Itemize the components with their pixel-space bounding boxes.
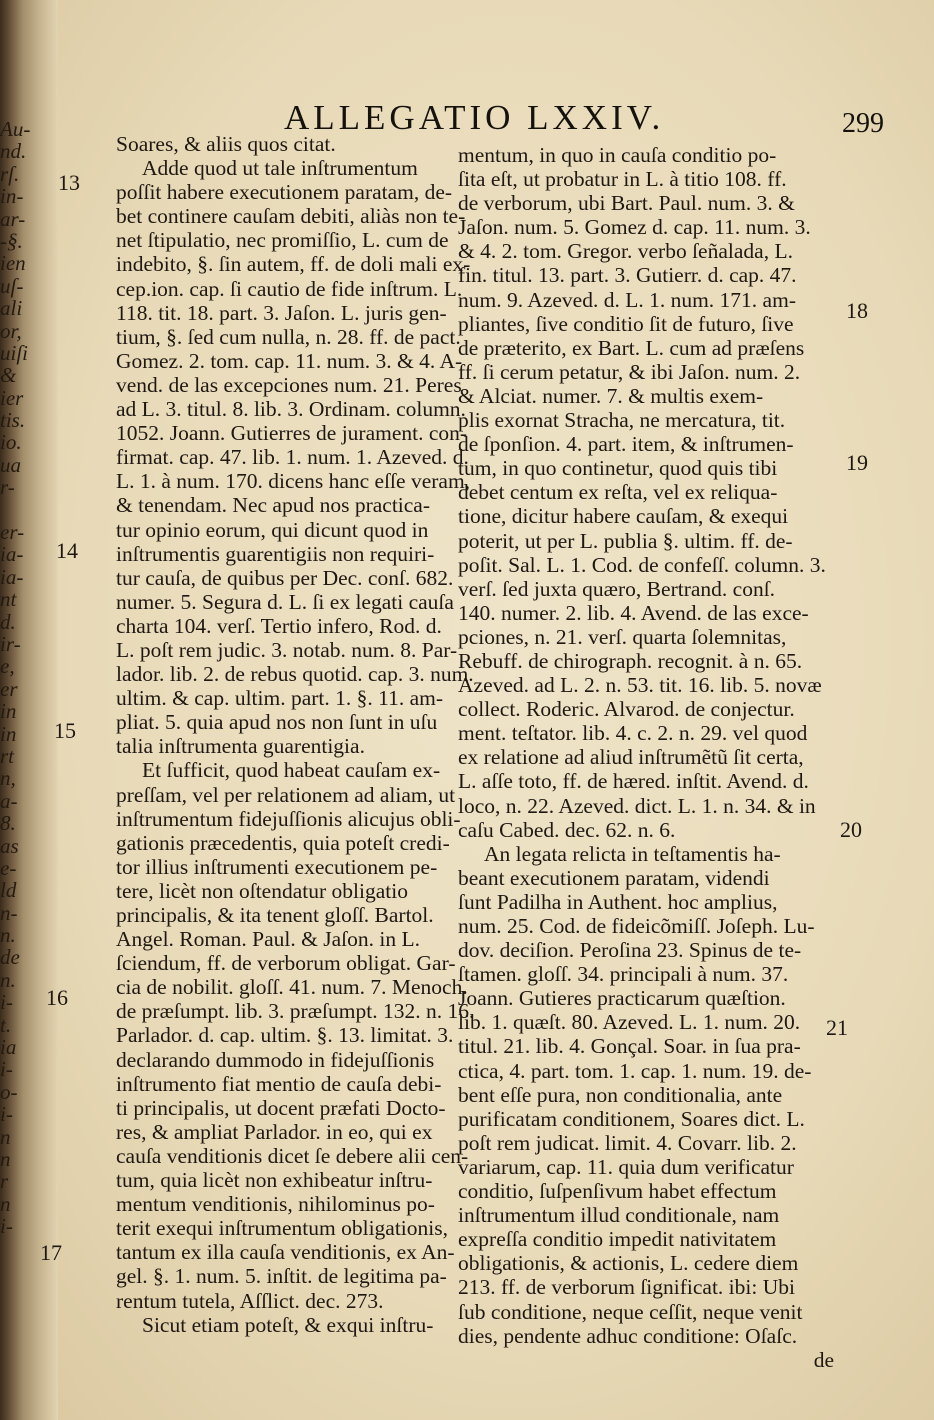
previous-page-fragment: i- bbox=[0, 1057, 13, 1082]
previous-page-fragment: rt bbox=[0, 743, 15, 768]
previous-page-fragment: i- bbox=[0, 990, 13, 1015]
right-column-line: conditio, ſuſpenſivum habet effectum bbox=[458, 1179, 777, 1204]
previous-page-fragment: nt bbox=[0, 587, 17, 612]
right-column-line: tum, in quo continetur, quod quis tibi bbox=[458, 456, 778, 481]
previous-page-fragment: 8. bbox=[0, 811, 16, 836]
previous-page-fragment: ien bbox=[0, 251, 26, 276]
right-column-line: ment. teſtator. lib. 4. c. 2. n. 29. vel quod bbox=[458, 721, 808, 746]
left-column-line: inſtrumento fiat mentio de cauſa debi- bbox=[116, 1071, 442, 1096]
left-column-line: Adde quod ut tale inſtrumentum bbox=[142, 156, 418, 181]
left-column-line: tere, licèt non oſtendatur obligatio bbox=[116, 878, 408, 903]
right-column-line: num. 25. Cod. de fideicõmiſſ. Joſeph. Lu- bbox=[458, 914, 815, 938]
left-column-line: tium, §. ſed cum nulla, n. 28. ff. de pact. bbox=[116, 324, 461, 349]
margin-number-13: 13 bbox=[58, 170, 80, 195]
left-column-line: charta 104. verſ. Tertio infero, Rod. d. bbox=[116, 613, 442, 638]
left-column-line: bet continere cauſam debiti, aliàs non te- bbox=[116, 204, 466, 229]
previous-page-fragment: er bbox=[0, 676, 18, 701]
previous-page-fragment: in- bbox=[0, 184, 24, 209]
previous-page-fragment: r- bbox=[0, 475, 15, 500]
previous-page-fragment: in bbox=[0, 699, 17, 724]
right-column-line: purificatam conditionem, Soares dict. L. bbox=[458, 1106, 805, 1131]
left-column-line: net ſtipulatio, nec promiſſio, L. cum de bbox=[116, 228, 449, 253]
previous-page-fragment: & bbox=[0, 363, 17, 388]
right-column-line: ſtamen. gloſſ. 34. principali à num. 37. bbox=[458, 962, 789, 987]
left-text-column bbox=[116, 132, 475, 1337]
left-column-line: ti principalis, ut docent præfati Docto- bbox=[116, 1095, 446, 1120]
previous-page-fragment: nd. bbox=[0, 139, 27, 164]
left-column-line: 118. tit. 18. part. 3. Jaſon. L. juris gen- bbox=[116, 300, 447, 325]
right-column-line: obligationis, & actionis, L. cedere diem bbox=[458, 1251, 799, 1276]
left-column-line: ſciendum, ff. de verborum obligat. Gar- bbox=[116, 951, 456, 976]
left-column-line: ad L. 3. titul. 8. lib. 3. Ordinam. column. bbox=[116, 397, 466, 422]
margin-number-15: 15 bbox=[54, 718, 76, 743]
left-column-line: firmat. cap. 47. lib. 1. num. 1. Azeved. d. bbox=[116, 445, 469, 470]
left-column-line: Sicut etiam poteſt, & exqui inſtru- bbox=[142, 1312, 434, 1337]
margin-number-21: 21 bbox=[826, 1015, 848, 1040]
previous-page-fragment: e, bbox=[0, 654, 15, 679]
left-column-line: cep.ion. cap. ſi cautio de fide inſtrum. L. bbox=[116, 276, 463, 301]
previous-page-fragment: ld bbox=[0, 878, 17, 903]
previous-page-fragment: d. bbox=[0, 609, 16, 634]
previous-page-fragment: ir- bbox=[0, 631, 21, 656]
left-column-line: L. poſt rem judic. 3. notab. num. 8. Par- bbox=[116, 637, 458, 662]
right-column-line: pliantes, ſive conditio ſit de futuro, ſive bbox=[458, 311, 794, 336]
left-column-line: talia inſtrumenta guarentigia. bbox=[116, 734, 365, 759]
right-column-line: variarum, cap. 11. quia dum verificatur bbox=[458, 1154, 794, 1179]
right-column-line: ſunt Padilha in Authent. hoc amplius, bbox=[458, 889, 778, 914]
previous-page-fragment: ia- bbox=[0, 542, 24, 567]
previous-page-fragment: n, bbox=[0, 766, 16, 791]
previous-page-fragment: Au- bbox=[0, 118, 31, 141]
left-column-line: principalis, & ita tenent gloſſ. Bartol. bbox=[116, 903, 434, 927]
right-column-line: caſu Cabed. dec. 62. n. 6. bbox=[458, 817, 676, 842]
left-column-line: numer. 5. Segura d. L. ſi ex legati cauſa bbox=[116, 589, 454, 614]
margin-number-20: 20 bbox=[840, 817, 862, 842]
previous-page-fragment: in bbox=[0, 721, 17, 746]
left-column-line: poſſit habere executionem paratam, de- bbox=[116, 180, 453, 205]
right-column-line: verſ. ſed juxta quæro, Bertrand. conſ. bbox=[458, 576, 776, 601]
previous-page-fragment: ia bbox=[0, 1035, 17, 1060]
right-column-line: ſub conditione, neque ceſſit, neque venit bbox=[458, 1299, 803, 1324]
previous-page-fragment: uſ- bbox=[0, 273, 24, 298]
right-column-line: dov. deciſion. Peroſina 23. Spinus de te- bbox=[458, 938, 802, 963]
right-column-line: de bbox=[813, 1347, 834, 1372]
previous-page-fragment: n bbox=[0, 1146, 11, 1171]
previous-page-fragment: as bbox=[0, 833, 19, 858]
previous-page-fragment: tis. bbox=[0, 408, 26, 433]
left-column-line: rentum tutela, Aſſlict. dec. 273. bbox=[116, 1288, 384, 1313]
previous-page-fragment: n. bbox=[0, 923, 16, 948]
left-column-line: cauſa venditionis dicet ſe debere alii cen- bbox=[116, 1143, 469, 1168]
margin-number-18: 18 bbox=[846, 298, 868, 323]
right-column-line: ff. ſi cerum petatur, & ibi Jaſon. num. 2. bbox=[458, 359, 801, 384]
right-column-line: de ſponſion. 4. part. item, & inſtrumen- bbox=[458, 432, 794, 457]
right-column-line: poſt rem judicat. limit. 4. Covarr. lib. 2. bbox=[458, 1130, 797, 1155]
left-column-line: res, & ampliat Parlador. in eo, qui ex bbox=[116, 1119, 433, 1144]
margin-number-16: 16 bbox=[46, 985, 68, 1010]
right-column-line: plis exornat Stracha, ne mercatura, tit. bbox=[458, 408, 786, 433]
previous-page-fragment: or, bbox=[0, 318, 22, 343]
right-column-line: Azeved. ad L. 2. n. 53. tit. 16. lib. 5. novæ bbox=[458, 673, 822, 698]
previous-page-fragment: ia- bbox=[0, 564, 24, 589]
previous-page-fragment: ar- bbox=[0, 206, 26, 231]
right-column-line: titul. 21. lib. 4. Gonçal. Soar. in ſua pra- bbox=[458, 1034, 801, 1059]
margin-number-17: 17 bbox=[40, 1240, 62, 1265]
right-column-line: pciones, n. 21. verſ. quarta ſolemnitas, bbox=[458, 624, 787, 649]
left-column-line: pliat. 5. quia apud nos non ſunt in uſu bbox=[116, 710, 438, 735]
left-column-line: Gomez. 2. tom. cap. 11. num. 3. & 4. A- bbox=[116, 348, 463, 373]
right-column-line: 140. numer. 2. lib. 4. Avend. de las exce- bbox=[458, 600, 809, 625]
left-column-line: Soares, & aliis quos citat. bbox=[116, 132, 336, 156]
previous-page-fragment: ier bbox=[0, 385, 24, 410]
right-column-line: Rebuff. de chirograph. recognit. à n. 65. bbox=[458, 648, 803, 673]
right-column-line: & Alciat. numer. 7. & multis exem- bbox=[458, 383, 764, 408]
left-column-line: vend. de las excepciones num. 21. Peres bbox=[116, 372, 462, 397]
left-column-line: tantum ex illa cauſa venditionis, ex An- bbox=[116, 1240, 455, 1265]
previous-page-fragment: t. bbox=[0, 1012, 12, 1037]
left-column-line: & tenendam. Nec apud nos practica- bbox=[116, 493, 431, 518]
previous-page-fragment: rſ. bbox=[0, 161, 20, 186]
previous-page-fragment: a- bbox=[0, 788, 18, 813]
right-column-line: poterit, ut per L. publia §. ultim. ff. de- bbox=[458, 528, 793, 553]
right-column-line: dies, pendente adhuc conditione: Oſaſc. bbox=[458, 1323, 798, 1348]
right-column-line: bent eſſe pura, non conditionalia, ante bbox=[458, 1082, 783, 1107]
previous-page-fragment: n- bbox=[0, 900, 18, 925]
right-column-line: ex relatione ad aliud inſtrumẽtũ ſit certa, bbox=[458, 745, 804, 770]
left-column-line: declarando dummodo in fidejuſſionis bbox=[116, 1047, 435, 1072]
previous-page-fragment: n bbox=[0, 1191, 11, 1216]
right-column-line: Joann. Gutieres practicarum quæſtion. bbox=[458, 986, 786, 1011]
left-column-line: mentum venditionis, nihilominus po- bbox=[116, 1192, 435, 1217]
previous-page-fragment: -§. bbox=[0, 228, 23, 253]
right-column-line: & 4. 2. tom. Gregor. verbo ſeñalada, L. bbox=[458, 239, 793, 264]
previous-page-edge-text bbox=[0, 118, 44, 1318]
right-column-line: Jaſon. num. 5. Gomez d. cap. 11. num. 3. bbox=[458, 215, 811, 240]
previous-page-fragment: e- bbox=[0, 855, 17, 880]
left-column-line: inſtrumentis guarentigiis non requiri- bbox=[116, 541, 435, 566]
left-column-line: tur opinio eorum, qui dicunt quod in bbox=[116, 517, 429, 542]
right-column-line: beant executionem paratam, videndi bbox=[458, 865, 770, 890]
right-column-line: loco, n. 22. Azeved. dict. L. 1. n. 34. & in bbox=[458, 793, 816, 818]
right-column-line: collect. Roderic. Alvarod. de conjectur. bbox=[458, 697, 795, 722]
previous-page-fragment: uiſi bbox=[0, 340, 29, 365]
previous-page-fragment: n. bbox=[0, 967, 16, 992]
page-number: 299 bbox=[842, 108, 884, 139]
right-text-column bbox=[458, 143, 834, 1372]
left-column-line: Parlador. d. cap. ultim. §. 13. limitat. 3. bbox=[116, 1023, 454, 1048]
left-column-line: 1052. Joann. Gutierres de jurament. con- bbox=[116, 421, 468, 446]
margin-number-19: 19 bbox=[846, 450, 868, 475]
margin-number-14: 14 bbox=[56, 538, 78, 563]
left-column-line: Et ſufficit, quod habeat cauſam ex- bbox=[142, 758, 441, 783]
right-column-line: expreſſa conditio impedit nativitatem bbox=[458, 1227, 777, 1252]
right-column-line: tione, dicitur habere cauſam, & exequi bbox=[458, 504, 789, 529]
right-column-line: mentum, in quo in cauſa conditio po- bbox=[458, 143, 777, 167]
right-column-line: 213. ff. de verborum ſignificat. ibi: Ubi bbox=[458, 1275, 795, 1300]
right-column-line: de præterito, ex Bart. L. cum ad præſens bbox=[458, 335, 805, 360]
previous-page-fragment: ali bbox=[0, 296, 23, 321]
right-column-line: L. aſſe toto, ff. de hæred. inſtit. Avend. d. bbox=[458, 769, 809, 794]
left-column-line: de præſumpt. lib. 3. præſumpt. 132. n. 16. bbox=[116, 999, 475, 1024]
previous-page-fragment: n bbox=[0, 1124, 11, 1149]
right-column-line: ctica, 4. part. tom. 1. cap. 1. num. 19. de- bbox=[458, 1058, 812, 1083]
left-column-line: lador. lib. 2. de rebus quotid. cap. 3. num. bbox=[116, 662, 474, 687]
left-column-line: tur cauſa, de quibus per Dec. conſ. 682. bbox=[116, 565, 454, 590]
previous-page-fragment: io. bbox=[0, 430, 22, 455]
left-column-line: L. 1. à num. 170. dicens hanc eſſe veram, bbox=[116, 469, 471, 494]
previous-page-fragment: de bbox=[0, 945, 20, 970]
left-column-line: ultim. & cap. ultim. part. 1. §. 11. am- bbox=[116, 686, 444, 711]
left-column-line: Angel. Roman. Paul. & Jaſon. in L. bbox=[116, 927, 420, 952]
right-column-line: debet centum ex reſta, vel ex reliqua- bbox=[458, 480, 778, 505]
previous-page-fragment: r bbox=[0, 1169, 9, 1194]
left-column-line: tum, quia licèt non exhibeatur inſtru- bbox=[116, 1168, 433, 1193]
previous-page-fragment bbox=[0, 499, 44, 521]
left-column-line: tor illius inſtrumenti executionem pe- bbox=[116, 854, 438, 879]
left-column-line: preſſam, vel per relationem ad aliam, ut bbox=[116, 782, 456, 807]
right-column-line: num. 9. Azeved. d. L. 1. num. 171. am- bbox=[458, 287, 796, 312]
previous-page-fragment: o- bbox=[0, 1079, 18, 1104]
right-column-line: fin. titul. 13. part. 3. Gutierr. d. cap. 47. bbox=[458, 263, 797, 288]
right-column-line: poſit. Sal. L. 1. Cod. de confeſſ. column. 3. bbox=[458, 552, 826, 577]
running-head: ALLEGATIO LXXIV. bbox=[284, 98, 665, 137]
left-column-line: inſtrumentum fidejuſſionis alicujus obli- bbox=[116, 806, 461, 831]
previous-page-fragment: i- bbox=[0, 1214, 13, 1239]
right-column-line: ſita eſt, ut probatur in L. à titio 108. ff. bbox=[458, 167, 787, 192]
left-column-line: cia de nobilit. gloſſ. 41. num. 7. Menoch. bbox=[116, 975, 468, 1000]
right-column-line: inſtrumentum illud conditionale, nam bbox=[458, 1203, 780, 1228]
left-column-line: gel. §. 1. num. 5. inſtit. de legitima pa- bbox=[116, 1264, 447, 1289]
left-column-line: indebito, §. ſin autem, ff. de doli mali ex- bbox=[116, 252, 471, 277]
previous-page-fragment: i- bbox=[0, 1102, 13, 1127]
previous-page-fragment: ua bbox=[0, 452, 21, 477]
right-column-line: An legata relicta in teſtamentis ha- bbox=[484, 841, 781, 866]
right-column-line: lib. 1. quæſt. 80. Azeved. L. 1. num. 20. bbox=[458, 1010, 801, 1035]
right-column-line: de verborum, ubi Bart. Paul. num. 3. & bbox=[458, 191, 795, 216]
previous-page-fragment: er- bbox=[0, 520, 25, 545]
left-column-line: gationis præcedentis, quia poteſt credi- bbox=[116, 830, 450, 855]
left-column-line: terit exequi inſtrumentum obligationis, bbox=[116, 1216, 449, 1241]
